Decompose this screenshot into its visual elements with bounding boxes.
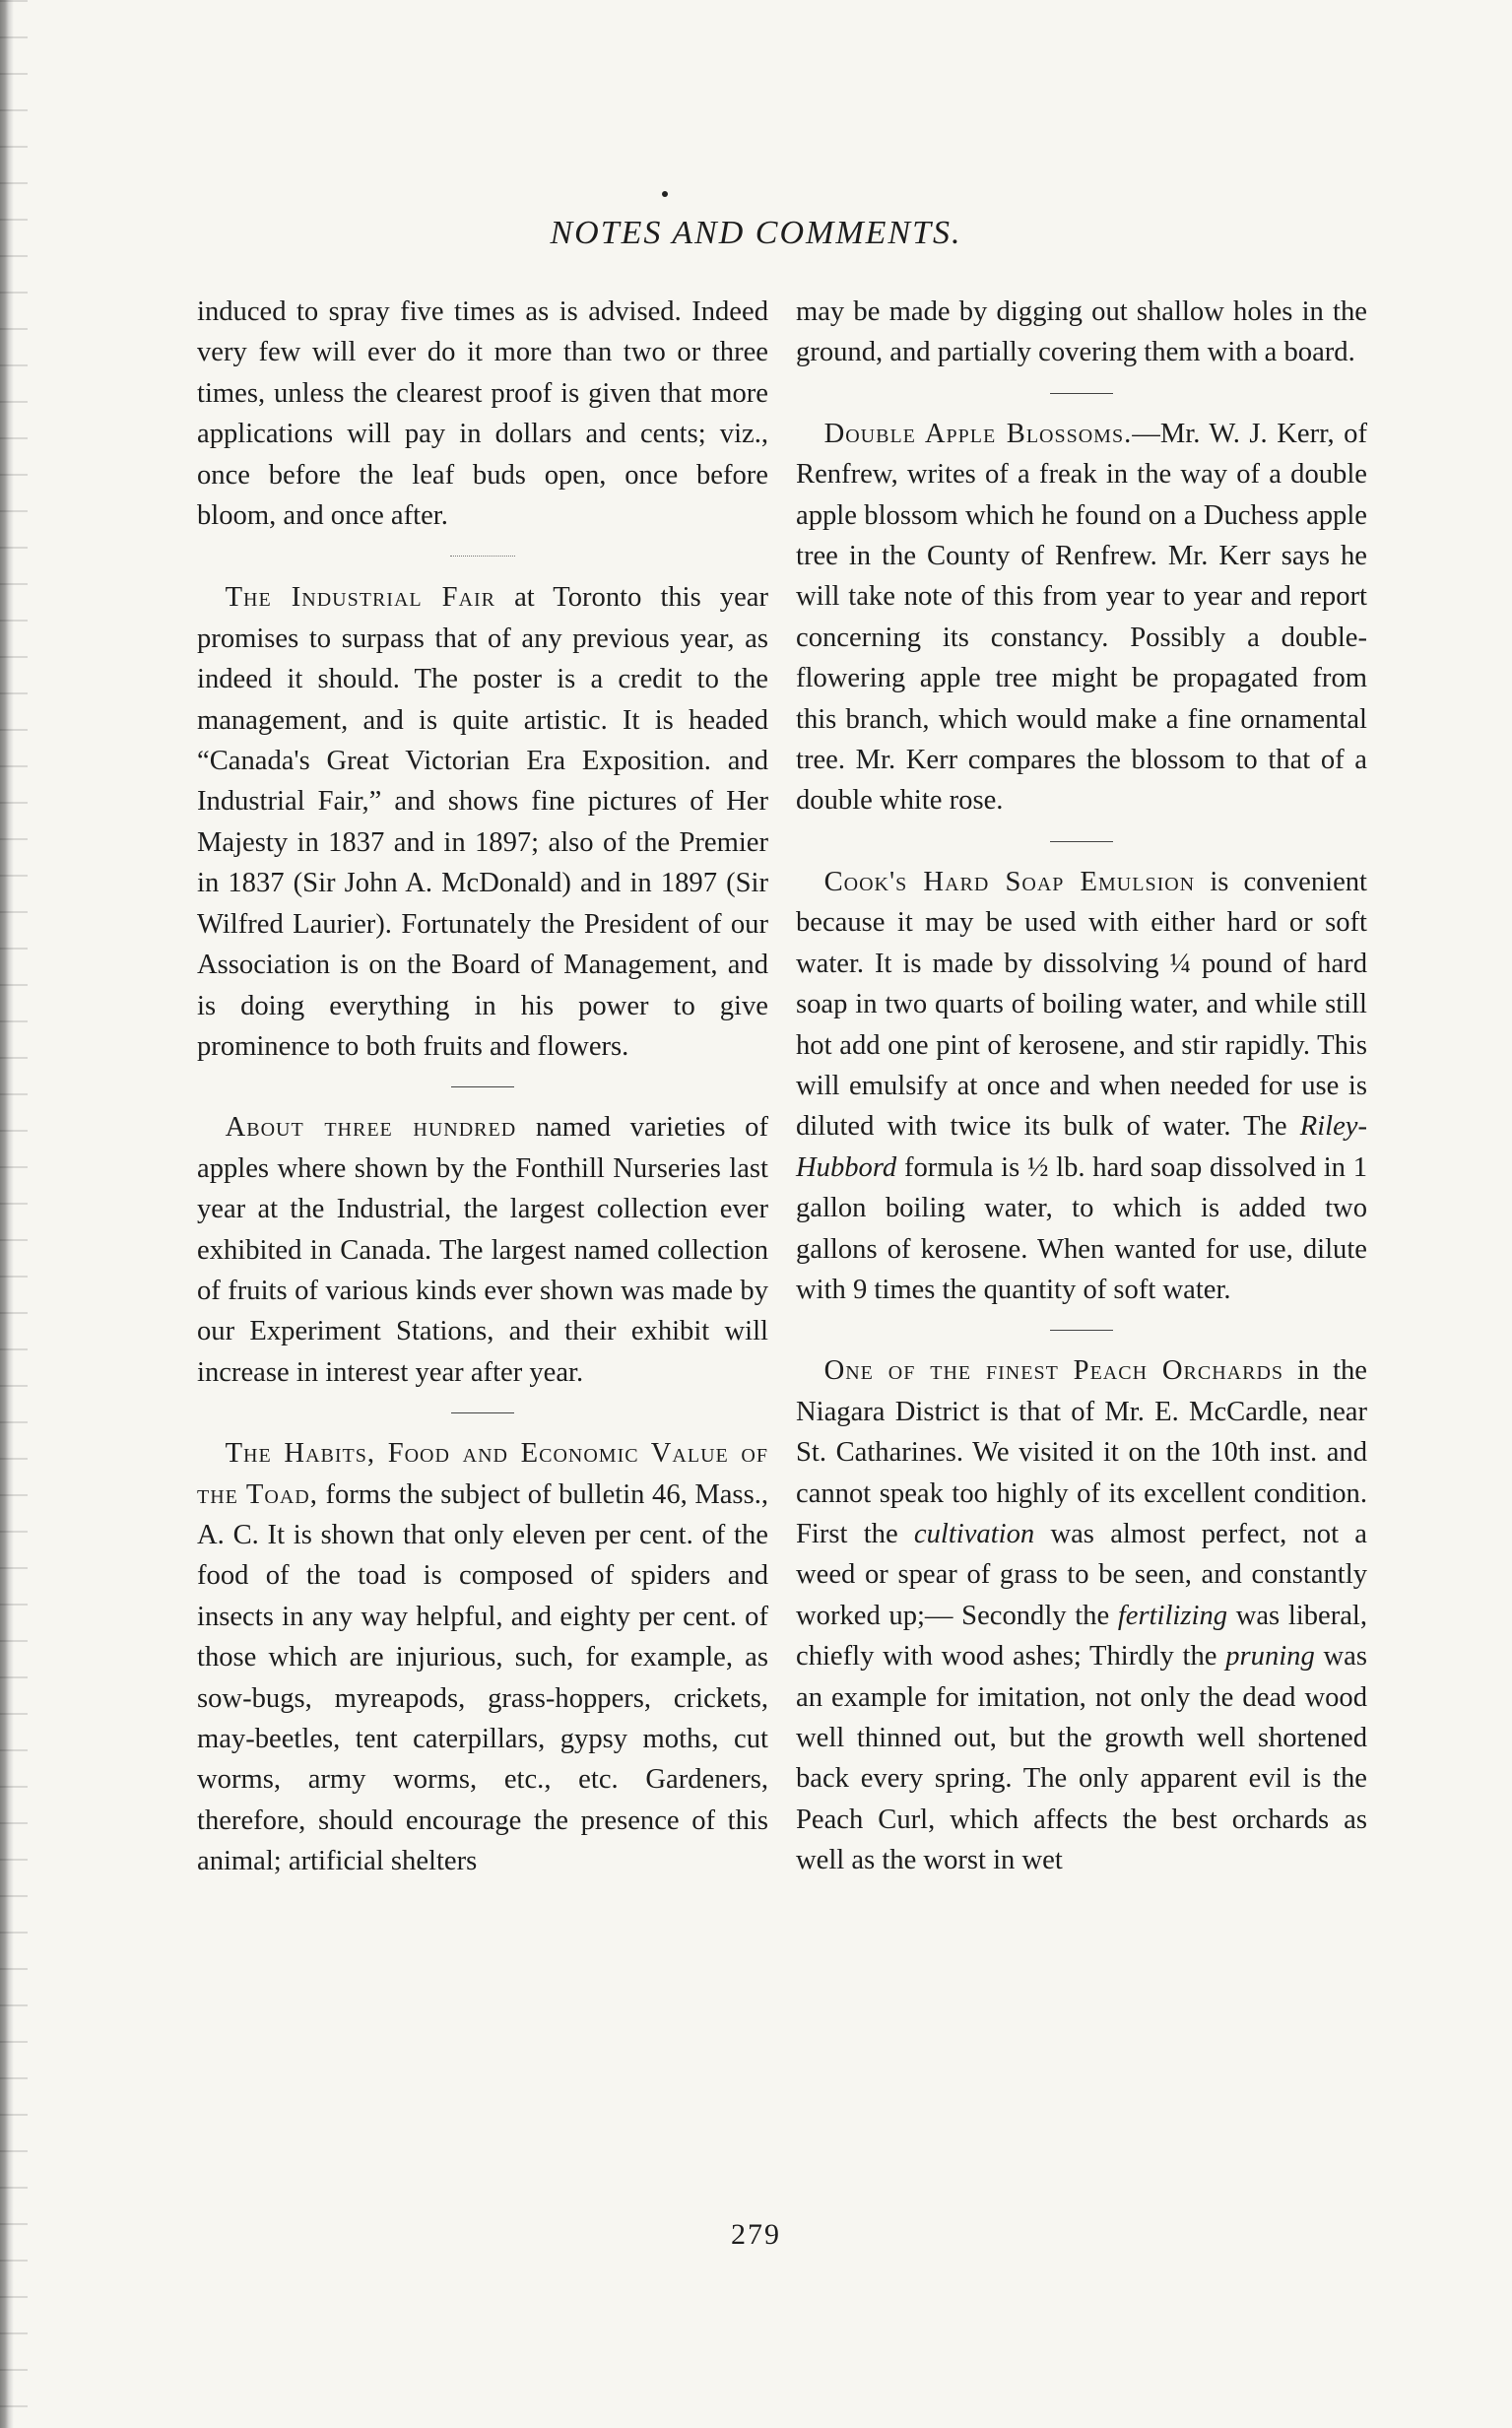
section-separator — [450, 556, 515, 558]
running-header-title: NOTES AND COMMENTS. — [550, 215, 962, 251]
section-separator — [1050, 1330, 1113, 1331]
left-paragraph-1: induced to spray five times as is advised. Indeed very few will ever do it more than two or three times, unless the clearest proof is given that more applications will pay in dollars and cents; viz., once before the leaf buds open, once before bloom, and once after. — [197, 296, 768, 532]
fertilizing-term: fertilizing — [1117, 1600, 1228, 1631]
left-paragraph-apple-varieties — [197, 1107, 768, 1393]
running-header — [0, 215, 1512, 252]
peach-orchards-text-c: was liberal, chiefly with wood ashes; Thirdly the — [796, 1600, 1367, 1673]
peach-orchards-text-d: was an example for imitation, not only the dead wood well thinned out, but the growth well shortened back every spring. The only apparent evil is the Peach Curl, which affects the best orchards as well as the worst in wet — [796, 1641, 1367, 1876]
left-paragraph-toad — [197, 1433, 768, 1881]
soap-emulsion-text-b: formula is ½ lb. hard soap dissolved in 1 gallon boiling water, to which is added two gallons of kerosene. When wanted for use, dilute with 9 times the quantity of soft water. — [796, 1151, 1367, 1305]
header-ink-dot — [662, 191, 668, 197]
left-column — [197, 292, 768, 1882]
riley-hubbord-name: Riley-Hubbord — [796, 1111, 1367, 1183]
toad-text: forms the subject of bulletin 46, Mass., A. C. It is shown that only eleven per cent. of the food of the toad is composed of spiders and insects in any way helpful, and eighty per cent. of those which are injurious, such, for example, as sow-bugs, myreapods, grass-hoppers, crickets, may-beetles, tent caterpillars, gypsy moths, cut worms, army worms, etc., etc. Gardeners, therefore, should encourage the presence of this animal; artificial shelters — [197, 1478, 768, 1877]
cultivation-term: cultivation — [913, 1518, 1035, 1549]
industrial-fair-text: at Toronto this year promises to surpass that of any previous year, as indeed it should. The poster is a credit to the management, and is quite artistic. It is headed “Canada's Great Victorian Era Exposition. and Industrial Fair,” and shows fine pictures of Her Majesty in 1837 and in 1897; also of the Premier in 1837 (Sir John A. McDonald) and in 1897 (Sir Wilfred Laurier). Fortunately the President of our Association is on the Board of Management, and is doing everything in his power to give prominence to both fruits and flowers. — [197, 582, 769, 1062]
page-binding-marks — [0, 0, 28, 2428]
peach-orchards-text-a: in the Niagara District is that of Mr. E. McCardle, near St. Catharines. We visited it on the 10th inst. and cannot speak too highly of its excellent condition. First the — [796, 1355, 1367, 1549]
apple-blossoms-text: —Mr. W. J. Kerr, of Renfrew, writes of a freak in the way of a double apple blossom which he found on a Duchess apple tree in the County of Renfrew. Mr. Kerr says he will take note of this from year to year and report concerning its constancy. Possibly a double-flowering apple tree might be propagated from this branch, which would make a fine ornamental tree. Mr. Kerr compares the blossom to that of a double white rose. — [796, 418, 1367, 817]
apple-varieties-lead: About three hundred — [225, 1112, 517, 1144]
pruning-term: pruning — [1225, 1641, 1315, 1673]
toad-lead: The Habits, Food and Economic Value of the Toad, — [197, 1438, 768, 1510]
apple-blossoms-lead: Double Apple Blossoms. — [823, 418, 1133, 449]
right-paragraph-1: may be made by digging out shallow holes in the ground, and partially covering them with a board. — [796, 296, 1367, 368]
right-paragraph-peach-orchards — [796, 1350, 1367, 1880]
section-separator — [451, 1086, 514, 1087]
right-column — [796, 292, 1367, 1881]
right-paragraph-soap-emulsion — [796, 862, 1367, 1310]
section-separator — [1050, 841, 1113, 842]
left-paragraph-industrial-fair — [197, 577, 768, 1067]
industrial-fair-lead: The Industrial Fair — [225, 582, 496, 614]
soap-emulsion-text-a: is convenient because it may be used with either hard or soft water. It is made by dissolving ¼ pound of hard soap in two quarts of boiling water, and while still hot add one pint of kerosene, and stir rapidly. This will emulsify at once and when needed for use is diluted with twice its bulk of water. The — [796, 866, 1367, 1143]
soap-emulsion-lead: Cook's Hard Soap Emulsion — [823, 866, 1196, 897]
right-paragraph-apple-blossoms — [796, 414, 1367, 821]
page-number: 279 — [731, 2218, 781, 2251]
section-separator — [1050, 393, 1113, 394]
peach-orchards-text-b: was almost perfect, not a weed or spear of grass to be seen, and constantly worked up;— Secondly the — [796, 1518, 1367, 1631]
peach-orchards-lead: One of the finest Peach Orchards — [823, 1355, 1284, 1387]
apple-varieties-text: named varieties of apples where shown by the Fonthill Nurseries last year at the Industrial, the largest collection ever exhibited in Canada. The largest named collection of fruits of various kinds ever shown was made by our Experiment Stations, and their exhibit will increase in interest year after year. — [197, 1112, 768, 1388]
section-separator — [451, 1412, 514, 1413]
